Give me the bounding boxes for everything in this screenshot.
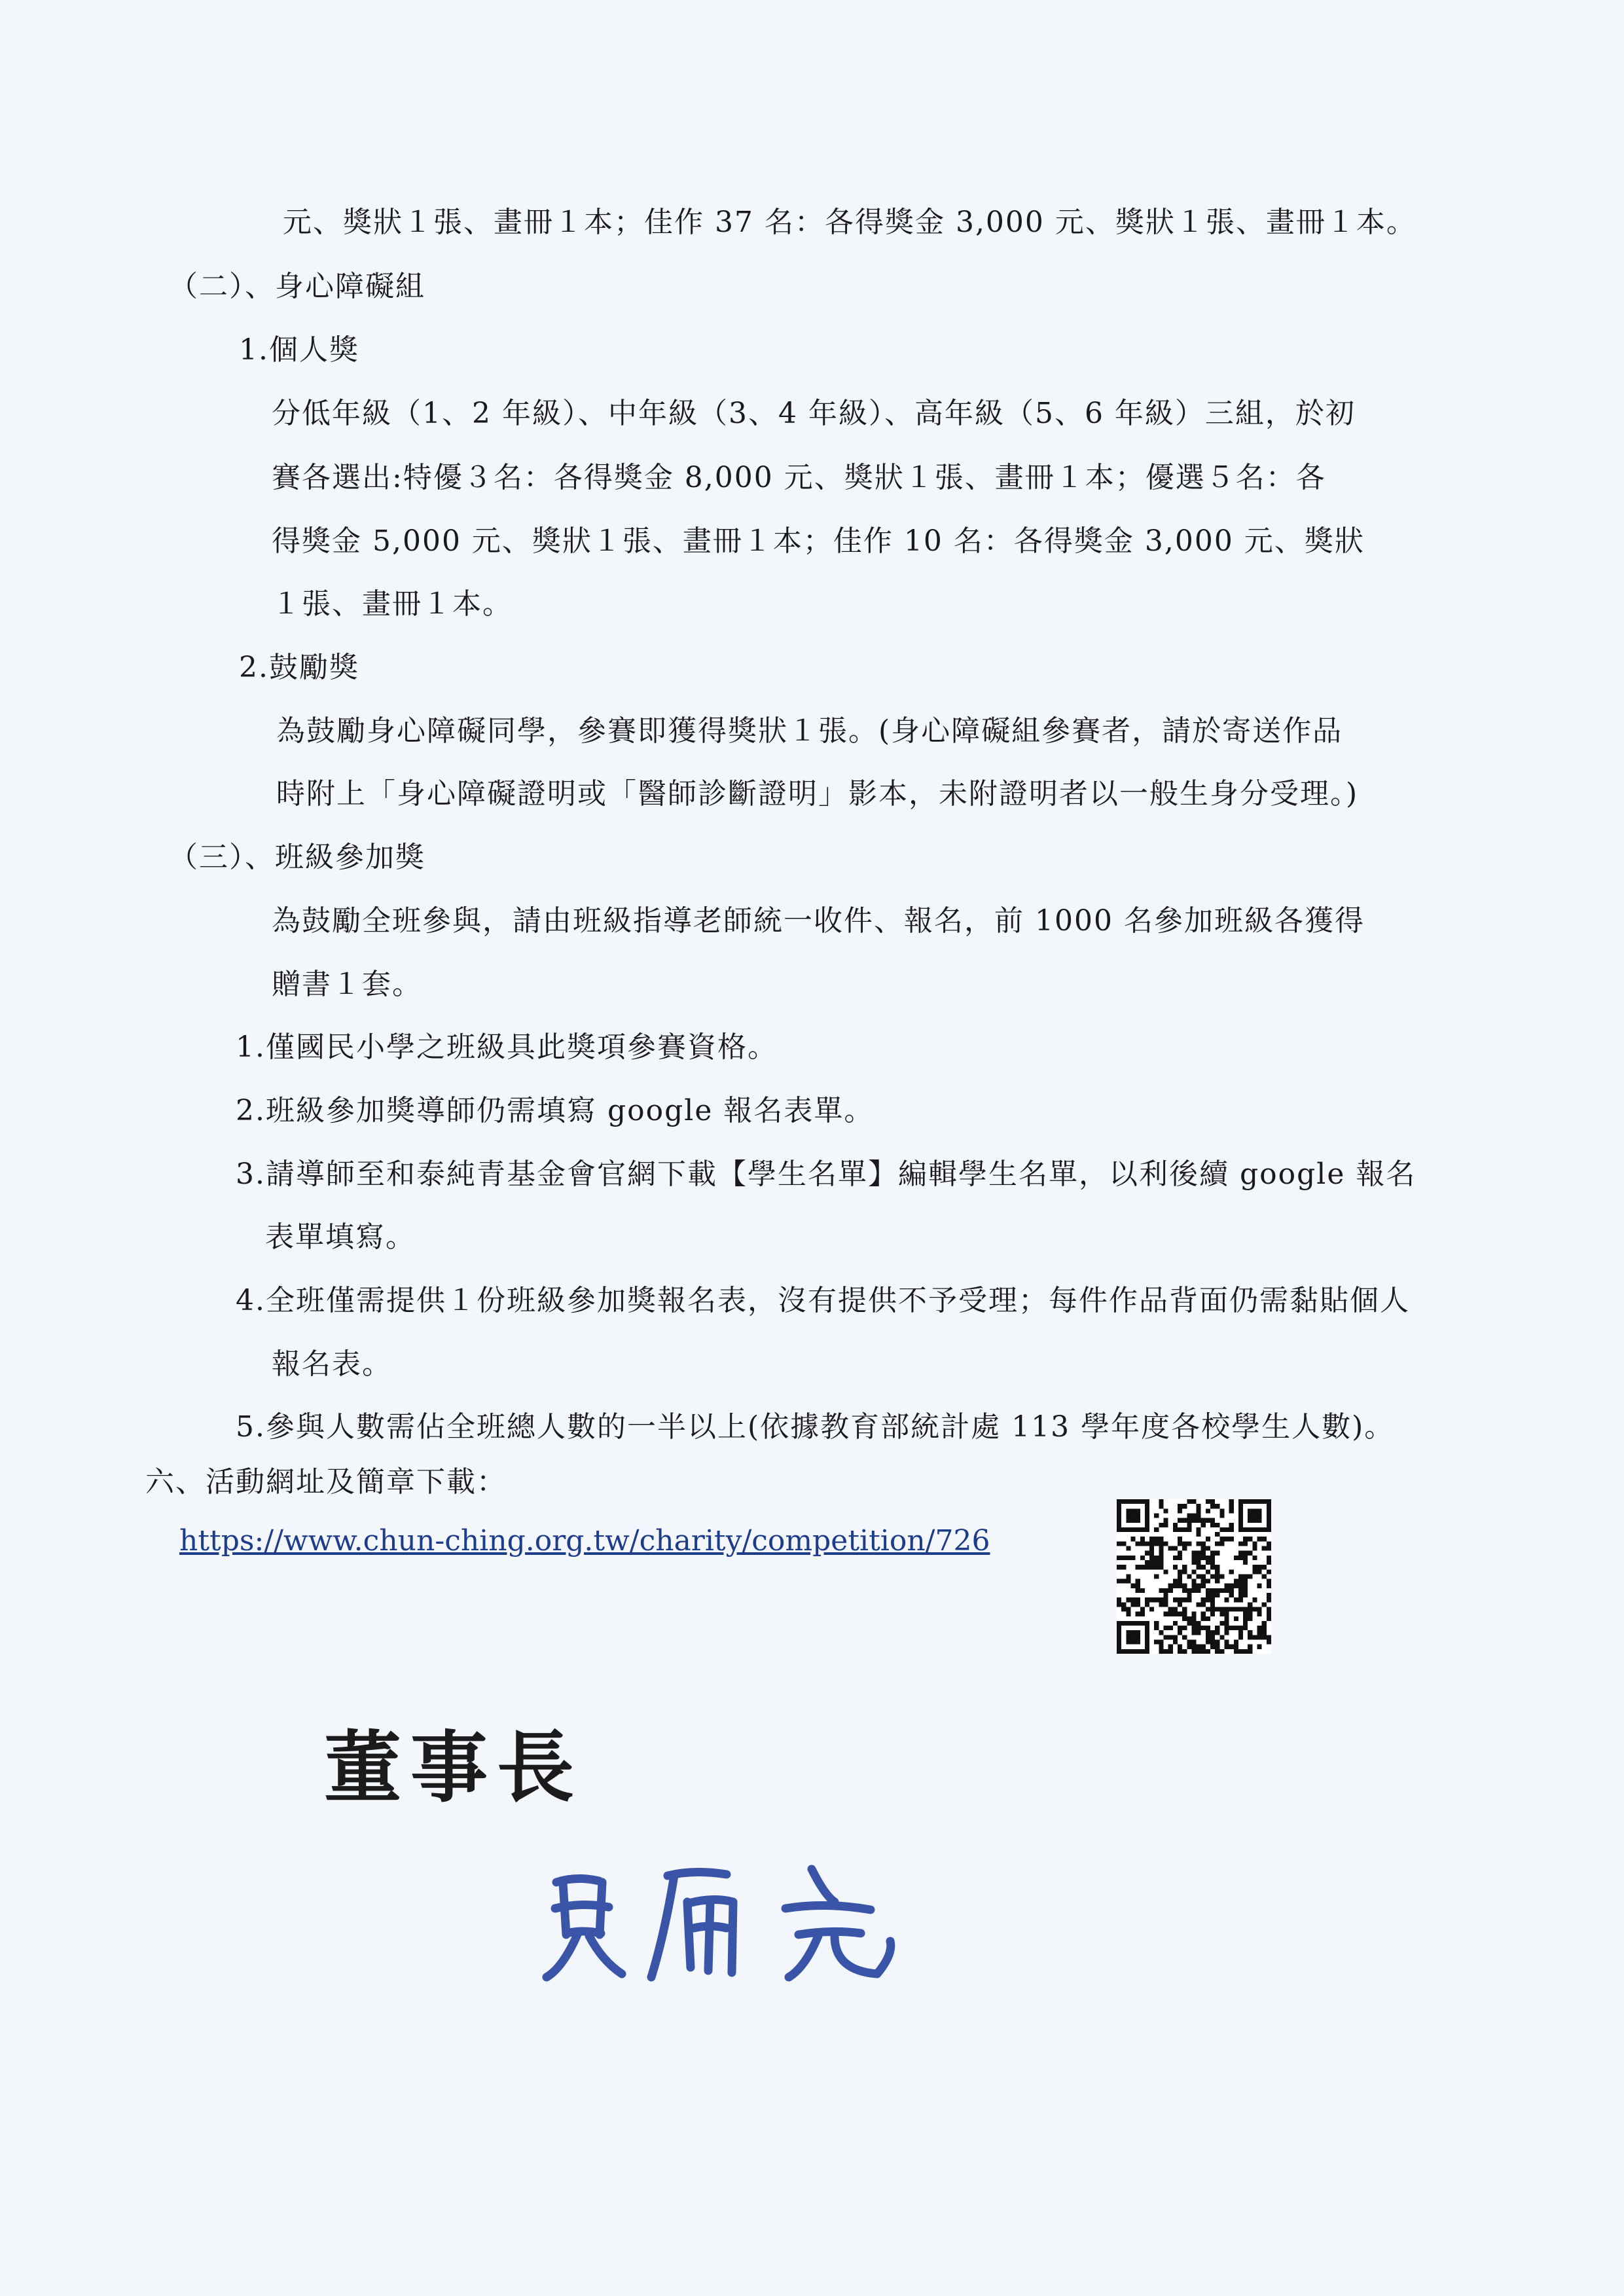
text-line-04: 分低年級（1、2 年級）、中年級（3、4 年級）、高年級（5、6 年級）三組，於初 <box>272 397 1356 430</box>
text-line-20: 5.參與人數需佔全班總人數的一半以上(依據教育部統計處 113 學年度各校學生人數)。 <box>236 1410 1395 1444</box>
chairman-title: 董事長 <box>324 1722 584 1813</box>
chairman-signature <box>537 1856 903 1987</box>
text-line-05: 賽各選出:特優３名：各得獎金 8,000 元、獎狀１張、畫冊１本；優選５名：各 <box>272 461 1326 494</box>
text-line-17: 表單填寫。 <box>265 1220 416 1254</box>
text-line-14: 1.僅國民小學之班級具此獎項參賽資格。 <box>236 1030 778 1064</box>
text-line-07: １張、畫冊１本。 <box>272 587 513 621</box>
text-line-09: 為鼓勵身心障礙同學，參賽即獲得獎狀１張。(身心障礙組參賽者，請於寄送作品 <box>276 714 1343 748</box>
text-line-11: （三）、班級參加獎 <box>169 841 425 874</box>
qr-code-icon <box>1117 1499 1271 1654</box>
text-line-16: 3.請導師至和泰純青基金會官網下載【學生名單】編輯學生名單，以利後續 google 報名 <box>236 1157 1416 1191</box>
text-line-18: 4.全班僅需提供１份班級參加獎報名表，沒有提供不予受理；每件作品背面仍需黏貼個人 <box>236 1284 1410 1317</box>
activity-url-link[interactable]: https://www.chun-ching.org.tw/charity/competition/726 <box>179 1524 990 1558</box>
text-line-12: 為鼓勵全班參與，請由班級指導老師統一收件、報名，前 1000 名參加班級各獲得 <box>272 904 1365 938</box>
text-line-03: 1.個人獎 <box>239 333 359 367</box>
text-line-13: 贈書１套。 <box>272 968 422 1001</box>
text-line-15: 2.班級參加獎導師仍需填寫 google 報名表單。 <box>236 1094 875 1127</box>
text-line-06: 得獎金 5,000 元、獎狀１張、畫冊１本；佳作 10 名：各得獎金 3,000 元、獎狀 <box>272 524 1365 558</box>
text-line-02: （二）、身心障礙組 <box>169 270 425 303</box>
text-line-19: 報名表。 <box>272 1347 392 1381</box>
text-line-10: 時附上「身心障礙證明或「醫師診斷證明」影本，未附證明者以一般生身分受理。) <box>276 777 1359 811</box>
text-line-08: 2.鼓勵獎 <box>239 651 359 684</box>
text-line-21: 六、活動網址及簡章下載： <box>145 1465 507 1499</box>
text-line-01: 元、獎狀１張、畫冊１本；佳作 37 名：各得獎金 3,000 元、獎狀１張、畫冊１本。 <box>283 206 1416 239</box>
